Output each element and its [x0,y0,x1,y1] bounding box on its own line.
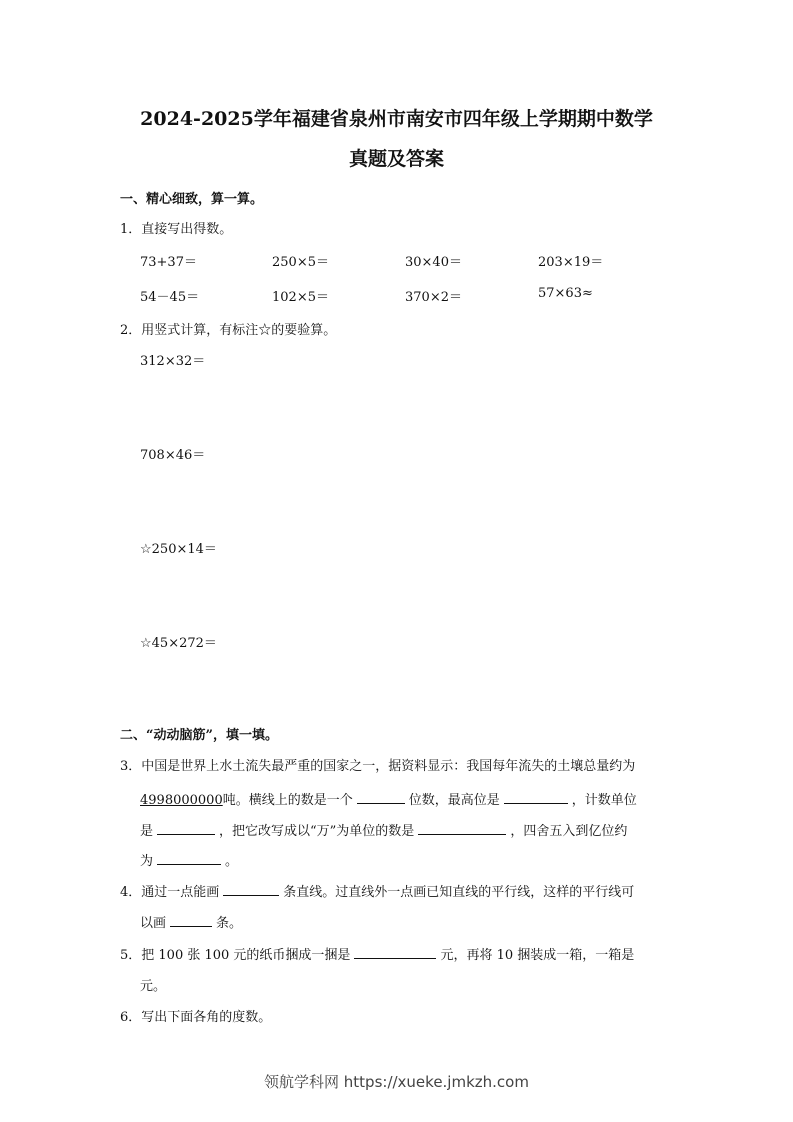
answer-blank[interactable] [357,790,405,804]
q3-text: ，四舍五入到亿位约 [510,824,628,839]
answer-blank[interactable] [223,882,279,896]
q3-line-2 [140,789,637,808]
title-line-2: 真题及答案 [348,148,444,170]
answer-blank[interactable] [157,851,221,865]
q1-item: 250×5＝ [272,255,329,270]
q5-line-1 [120,944,634,963]
answer-blank[interactable] [354,945,436,959]
answer-blank[interactable] [170,913,212,927]
q3-text: 位数，最高位是 [408,793,500,808]
q4-line-1 [120,881,634,900]
section-2-heading: 二、“动动脑筋”，填一填。 [120,728,278,743]
section-1-heading: 一、精心细致，算一算。 [120,192,264,207]
q2-label: 2．用竖式计算，有标注☆的要验算。 [120,323,337,338]
q1-label: 1．直接写出得数。 [120,222,233,237]
answer-blank[interactable] [157,821,215,835]
q1-item: 57×63≈ [538,286,593,301]
q3-line-3 [140,820,627,839]
q4-text: 条。 [216,916,243,931]
q4-text: 以画 [140,916,167,931]
q2-item: 708×46＝ [140,448,206,463]
q1-item: 370×2＝ [405,290,462,305]
q3-text: 是 [140,824,154,839]
q3-text: ，计数单位 [571,793,637,808]
q4-text: 条直线。过直线外一点画已知直线的平行线，这样的平行线可 [283,885,635,900]
q1-item: 102×5＝ [272,290,329,305]
answer-blank[interactable] [504,790,568,804]
q3-number: 4998000000 [140,793,223,808]
q3-text: ，把它改写成以“万”为单位的数是 [219,824,415,839]
q3-line-4 [140,850,238,869]
q5-line-2: 元。 [140,979,167,994]
q5-text: 5．把 100 张 100 元的纸币捆成一捆是 [120,948,351,963]
q3-text: 为 [140,854,154,869]
q1-item: 30×40＝ [405,255,462,270]
q4-text: 4．通过一点能画 [120,885,220,900]
title-line-1: 2024-2025学年福建省泉州市南安市四年级上学期期中数学 [140,108,653,130]
answer-blank[interactable] [418,821,506,835]
q3-line-1: 3．中国是世界上水土流失最严重的国家之一，据资料显示：我国每年流失的土壤总量约为 [120,759,636,774]
q3-text: 。 [225,854,239,869]
q1-item: 73+37＝ [140,255,197,270]
q6-label: 6．写出下面各角的度数。 [120,1010,272,1025]
q2-item: 312×32＝ [140,354,206,369]
q4-line-2 [140,912,242,931]
q2-item: ☆45×272＝ [140,636,217,651]
q1-item: 54－45＝ [140,290,200,305]
q2-item: ☆250×14＝ [140,542,217,557]
q1-item: 203×19＝ [538,255,604,270]
q5-text: 元，再将 10 捆装成一箱，一箱是 [440,948,635,963]
q3-text: 吨。横线上的数是一个 [222,793,353,808]
footer-watermark: 领航学科网 https://xueke.jmkzh.com [264,1073,529,1091]
